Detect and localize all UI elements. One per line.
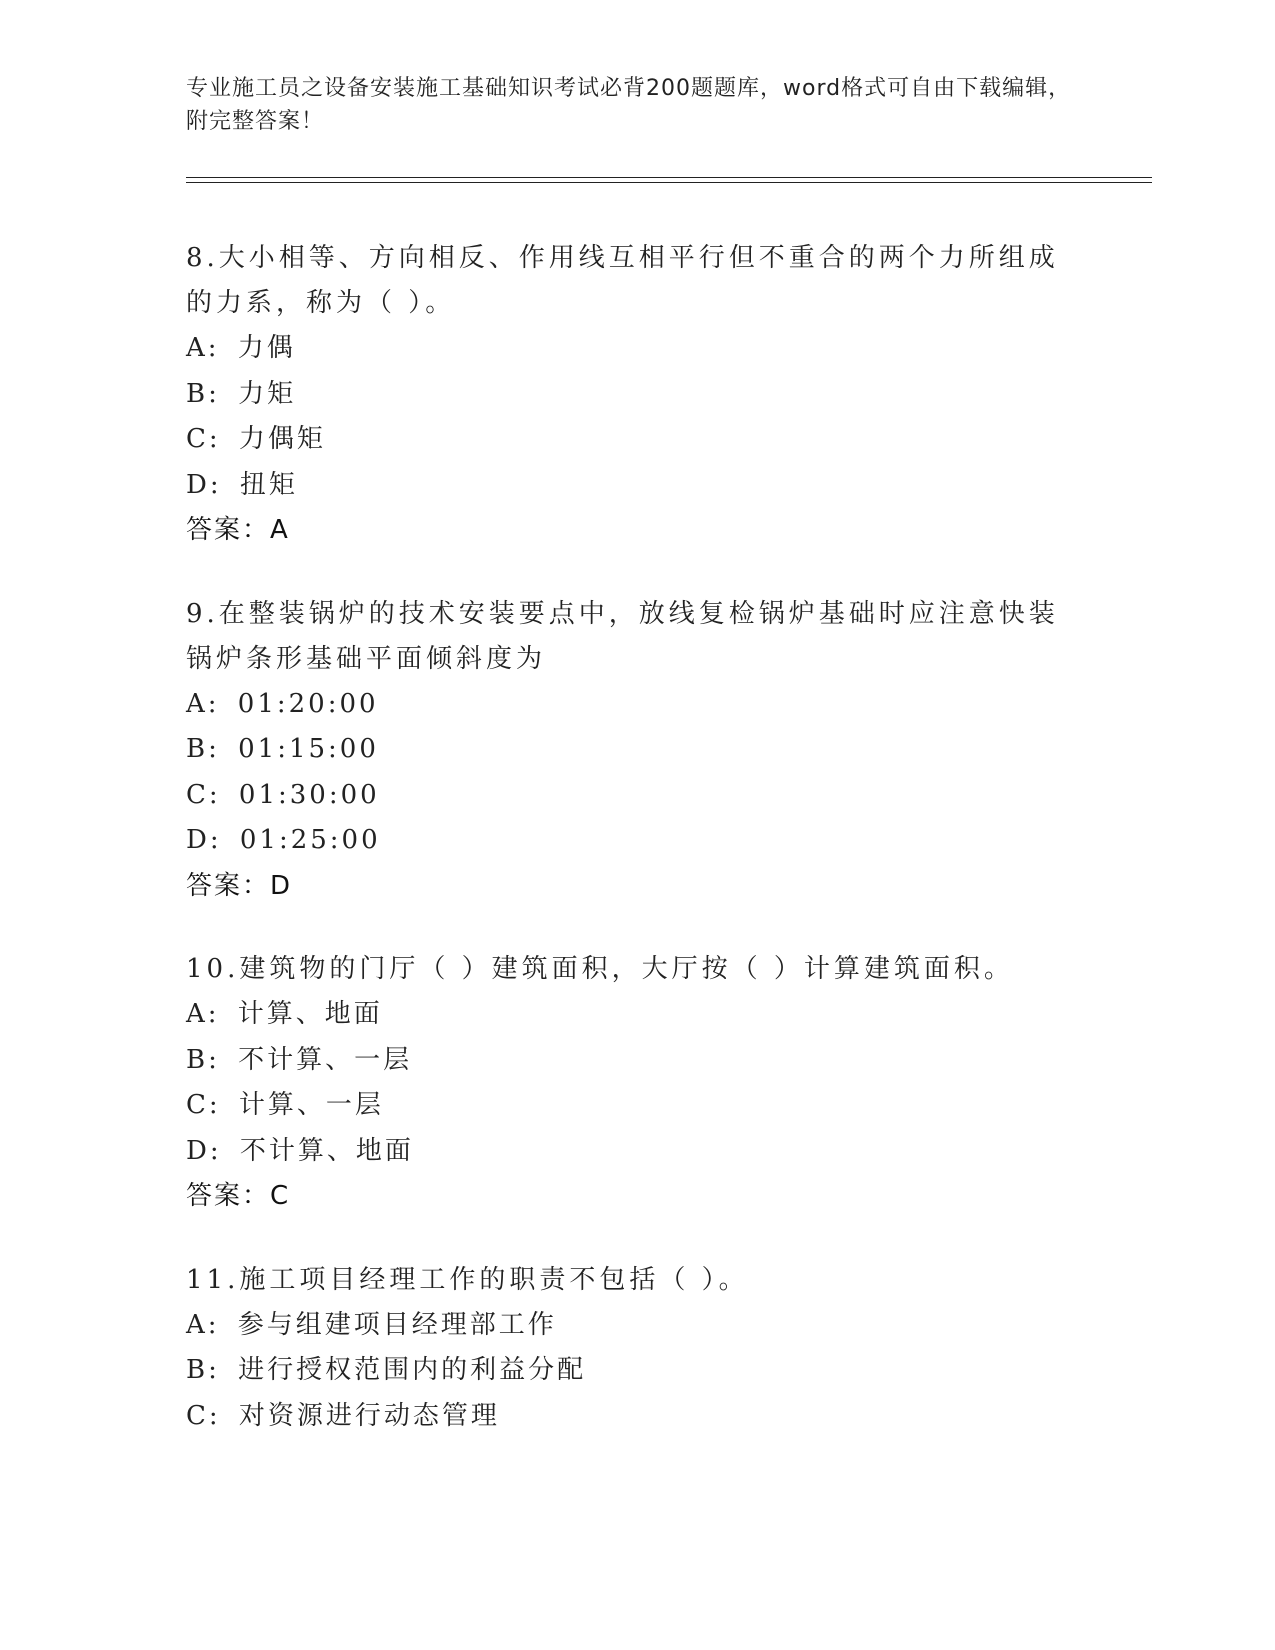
option-d [186, 818, 1066, 864]
option-d [186, 463, 1066, 509]
option-letter: A [186, 688, 208, 719]
option-letter: C [186, 424, 209, 454]
option-text: 计算、一层 [238, 1090, 384, 1120]
option-letter: B [186, 1355, 209, 1385]
option-c [186, 1394, 1066, 1440]
option-separator: : [208, 1355, 220, 1385]
option-b [186, 727, 1066, 773]
option-text: 力偶矩 [238, 424, 326, 454]
answer-line: 答案：A [186, 515, 290, 545]
option-letter: D [186, 469, 210, 500]
option-separator: : [208, 424, 221, 454]
header-title: 专业施工员之设备安装施工基础知识考试必背200题题库，word格式可自由下载编辑，附完整答案！ [186, 76, 1072, 134]
option-c [186, 773, 1066, 819]
question-text: 9.在整装锅炉的技术安装要点中，放线复检锅炉基础时应注意快装锅炉条形基础平面倾斜度为 [186, 598, 1059, 674]
option-separator: : [209, 825, 222, 855]
option-text: 力矩 [238, 378, 297, 409]
option-a [186, 1303, 1066, 1349]
option-b [186, 1348, 1066, 1394]
option-letter: A [186, 333, 208, 363]
option-letter: B [186, 734, 209, 764]
option-letter: B [186, 1044, 209, 1075]
question-11 [186, 1258, 1066, 1440]
option-separator: : [208, 1044, 220, 1075]
question-text: 8.大小相等、方向相反、作用线互相平行但不重合的两个力所组成的力系，称为（ ）。 [186, 243, 1059, 318]
option-separator: : [208, 1090, 221, 1120]
option-separator: : [208, 1400, 221, 1431]
answer-line: 答案：D [186, 870, 293, 901]
option-text: 01:20:00 [237, 688, 379, 719]
question-list [186, 236, 1066, 1477]
option-text: 力偶 [237, 333, 296, 363]
question-9 [186, 592, 1066, 910]
option-letter: C [186, 1400, 209, 1431]
header-divider-top [186, 177, 1152, 178]
option-b [186, 372, 1066, 418]
option-separator: : [207, 999, 220, 1029]
option-text: 01:25:00 [239, 825, 381, 855]
option-text: 扭矩 [239, 469, 298, 500]
question-10 [186, 947, 1066, 1220]
option-text: 计算、地面 [237, 999, 383, 1029]
option-a [186, 992, 1066, 1038]
option-a [186, 326, 1066, 372]
option-text: 参与组建项目经理部工作 [237, 1309, 557, 1340]
document-header [186, 72, 1086, 138]
option-letter: C [186, 779, 209, 810]
option-c [186, 1083, 1066, 1129]
option-text: 对资源进行动态管理 [238, 1400, 500, 1431]
option-separator: : [207, 1309, 220, 1340]
option-separator: : [207, 688, 220, 719]
option-text: 进行授权范围内的利益分配 [238, 1355, 587, 1385]
option-a [186, 682, 1066, 728]
option-text: 01:15:00 [238, 734, 379, 764]
option-separator: : [209, 1135, 222, 1166]
question-8 [186, 236, 1066, 554]
option-letter: A [186, 999, 208, 1029]
option-separator: : [208, 779, 221, 810]
answer-line: 答案：C [186, 1181, 291, 1211]
question-text: 11.施工项目经理工作的职责不包括（ ）。 [186, 1264, 749, 1295]
option-d [186, 1129, 1066, 1175]
option-separator: : [208, 378, 220, 409]
option-letter: A [186, 1309, 208, 1340]
option-letter: C [186, 1090, 209, 1120]
option-letter: B [186, 378, 209, 409]
option-separator: : [209, 469, 222, 500]
option-text: 不计算、地面 [239, 1135, 414, 1166]
option-b [186, 1038, 1066, 1084]
option-text: 01:30:00 [238, 779, 380, 810]
option-separator: : [207, 333, 220, 363]
option-letter: D [186, 1135, 210, 1166]
option-text: 不计算、一层 [238, 1044, 413, 1075]
option-letter: D [186, 825, 210, 855]
option-c [186, 417, 1066, 463]
question-text: 10.建筑物的门厅（ ）建筑面积，大厅按（ ）计算建筑面积。 [186, 954, 1014, 984]
header-divider-bottom [186, 182, 1152, 183]
option-separator: : [208, 734, 220, 764]
